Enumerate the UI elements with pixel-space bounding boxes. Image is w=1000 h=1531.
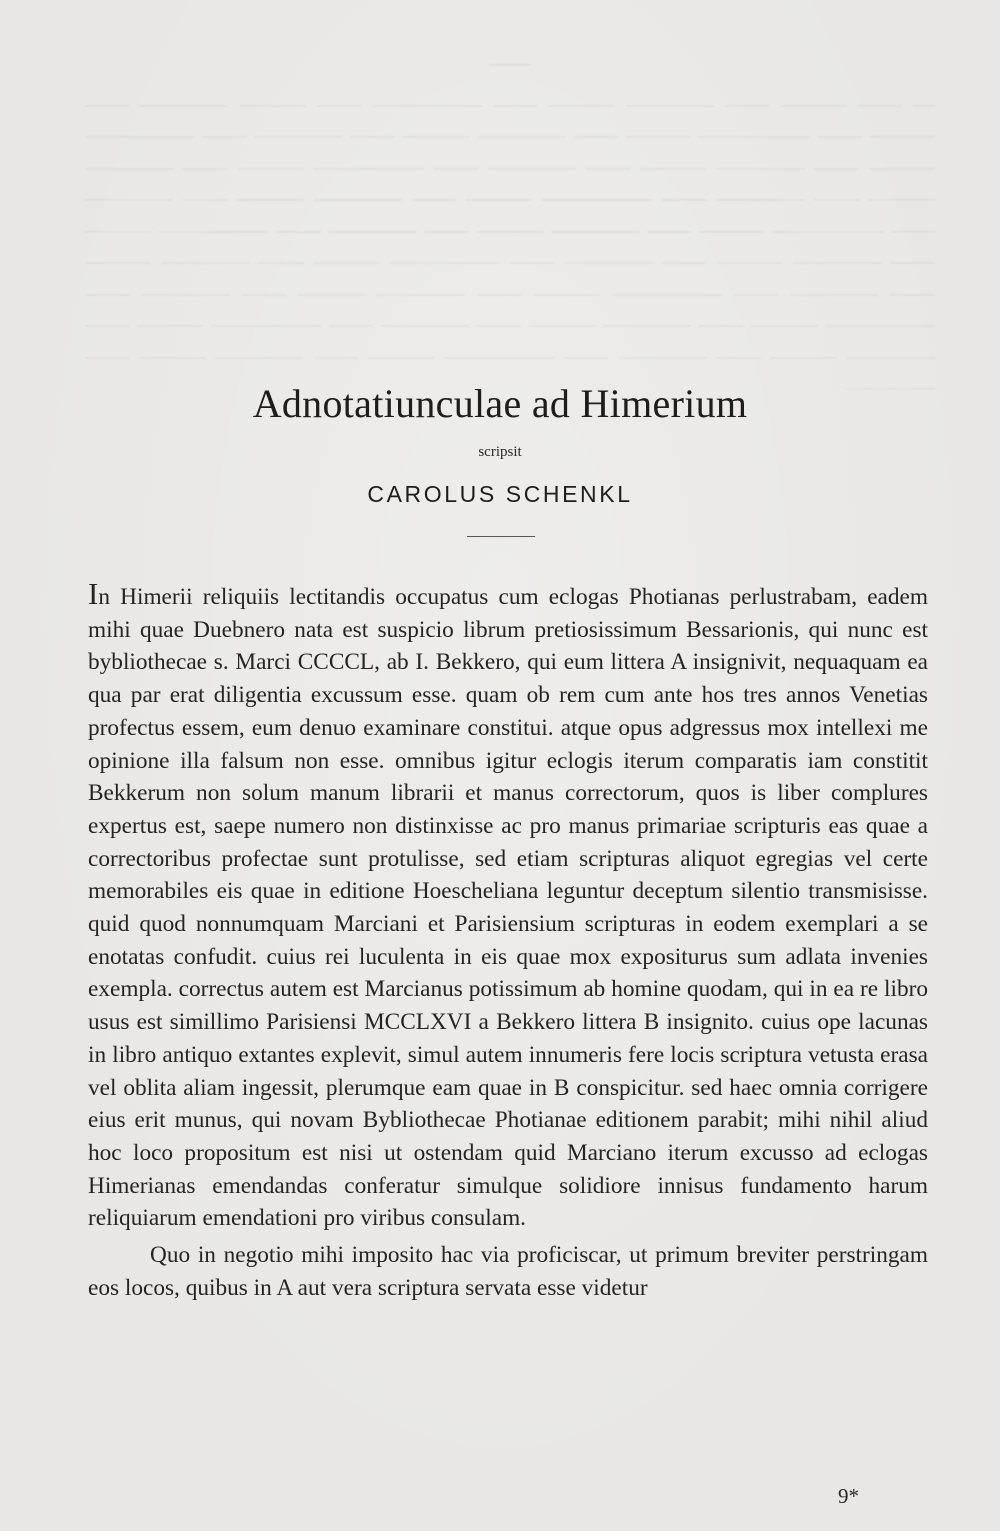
bleed-through-texture: ─── — —— ——— —— ———— ——— —— ————— —— ——— ———— —— ——— —— ————— ——— —— ———— ——— —— ———— —— ————— ——— —— ———— ——— —— ———— —— ————— ——— —— ———— ——— —— ———— —— ————— ——— —— ———— ——— —— ———— —— ————— ——— —— ———— ——— —— ———— —— ————— ——— —— ———— ——— —— ———— —— ————— ——— —— ———— ——— —— ———— —— ————— ——— —— ———— ——— —— ———— —— ————— ——— —— ———— ——— —— ———— —— ————— ——— —— ———— ——— —— ———— —— ————— ——— —— ———— ——— —— ———— xyxy=(85,54,935,399)
article-body xyxy=(88,578,928,1304)
dropcap-initial: I xyxy=(88,576,99,611)
article-title: Adnotatiunculae ad Himerium xyxy=(252,381,748,426)
title-rule-divider xyxy=(467,536,535,537)
paragraph-1-text: n Himerii reliquiis lectitandis occupatus cum eclogas Photianas perlustrabam, eadem mihi quae Duebnero nata est suspicio librum pretiosissimum Bessarionis, qui nunc est bybliothecae s. Marci CCCCL, ab I. Bekkero, qui eum littera A insignivit, nequaquam ea qua par erat diligentia excussum esse. quam ob rem cum ante hos tres annos Venetias profectus essem, eum denuo examinare constitui. atque opus adgressus mox intellexi me opinione illa falsum non esse. omnibus igitur eclogis iterum comparatis iam constitit Bekkerum non solum manum librarii et manus correctorum, quos is liber complures expertus est, saepe numero non distinxisse ac pro manus primariae scripturis eas quae a correctoribus profectae sunt protulisse, sed etiam scripturas aliquot egregias vel certe memorabiles eis quae in editione Hoescheliana leguntur deceptum silentio transmisisse. quid quod nonnumquam Marciani et Parisiensium scripturas in eodem exemplari a se enotatas confudit. cuius rei luculenta in eis quae mox expositurus sum adlata invenies exempla. correctus autem est Marcianus potissimum ab homine quodam, qui in ea re libro usus est simillimo Parisiensi MCCLXVI a Bekkero littera B insignito. cuius ope lacunas in libro antiquo extantes explevit, simul autem innumeris fere locis scriptura vetusta erasa vel oblita aliam ingessit, plerumque eam quae in B conspicitur. sed haec omnia corrigere eius erit munus, qui novam Bybliothecae Photianae editionem parabit; mihi nihil aliud hoc loco propositum est nisi ut ostendam quid Marciano iterum excusso ad eclogas Himerianas emendandas conferatur simulque solidiore innisus fundamento harum reliquiarum emendationi pro viribus consulam. xyxy=(88,584,928,1232)
author-name: CAROLUS SCHENKL xyxy=(367,481,633,507)
paragraph-2 xyxy=(88,1239,928,1304)
page-signature: 9* xyxy=(838,1484,859,1508)
paragraph-1 xyxy=(88,578,928,1235)
paragraph-2-text: Quo in negotio mihi imposito hac via proficiscar, ut primum breviter perstringam eos locos, quibus in A aut vera scriptura servata esse videtur xyxy=(88,1242,928,1301)
byline-label: scripsit xyxy=(478,444,522,460)
